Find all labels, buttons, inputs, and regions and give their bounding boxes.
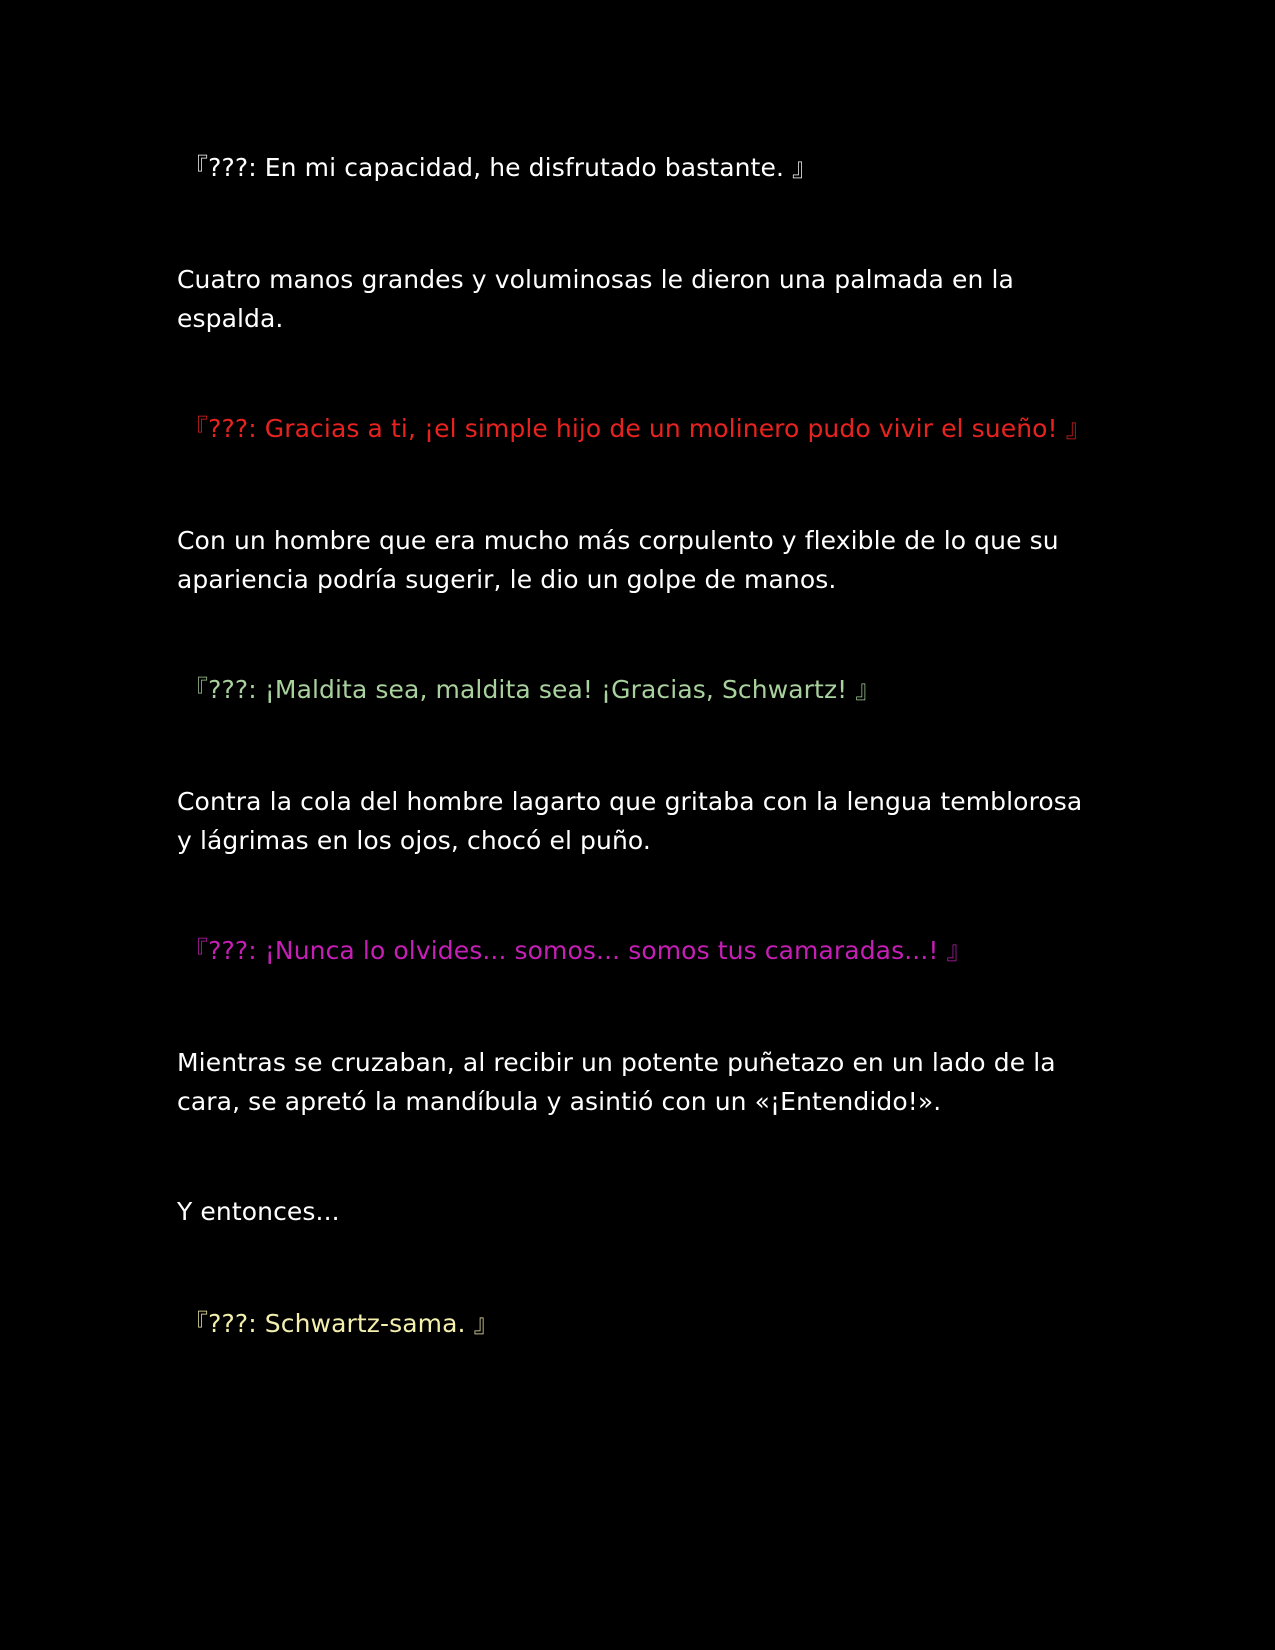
dialogue-line: 『???: En mi capacidad, he disfrutado bastante. 』 — [183, 153, 818, 182]
dialogue-line: 『???: Schwartz-sama. 』 — [183, 1309, 499, 1338]
narration-paragraph: Y entonces... — [177, 1197, 340, 1226]
narration-paragraph: Contra la cola del hombre lagarto que gritaba con la lengua temblorosa y lágrimas en los ojos, chocó el puño. — [177, 787, 1083, 855]
narration-paragraph: Mientras se cruzaban, al recibir un potente puñetazo en un lado de la cara, se apretó la mandíbula y asintió con un «¡Entendido!». — [177, 1048, 1056, 1116]
dialogue-line: 『???: ¡Maldita sea, maldita sea! ¡Gracias, Schwartz! 』 — [183, 675, 881, 704]
dialogue-line: 『???: Gracias a ti, ¡el simple hijo de un molinero pudo vivir el sueño! 』 — [183, 414, 1091, 443]
narration-paragraph: Con un hombre que era mucho más corpulento y flexible de lo que su apariencia podría sugerir, le dio un golpe de manos. — [177, 526, 1059, 594]
dialogue-line: 『???: ¡Nunca lo olvides... somos... somos tus camaradas...! 』 — [183, 936, 972, 965]
narration-paragraph: Cuatro manos grandes y voluminosas le dieron una palmada en la espalda. — [177, 265, 1014, 333]
